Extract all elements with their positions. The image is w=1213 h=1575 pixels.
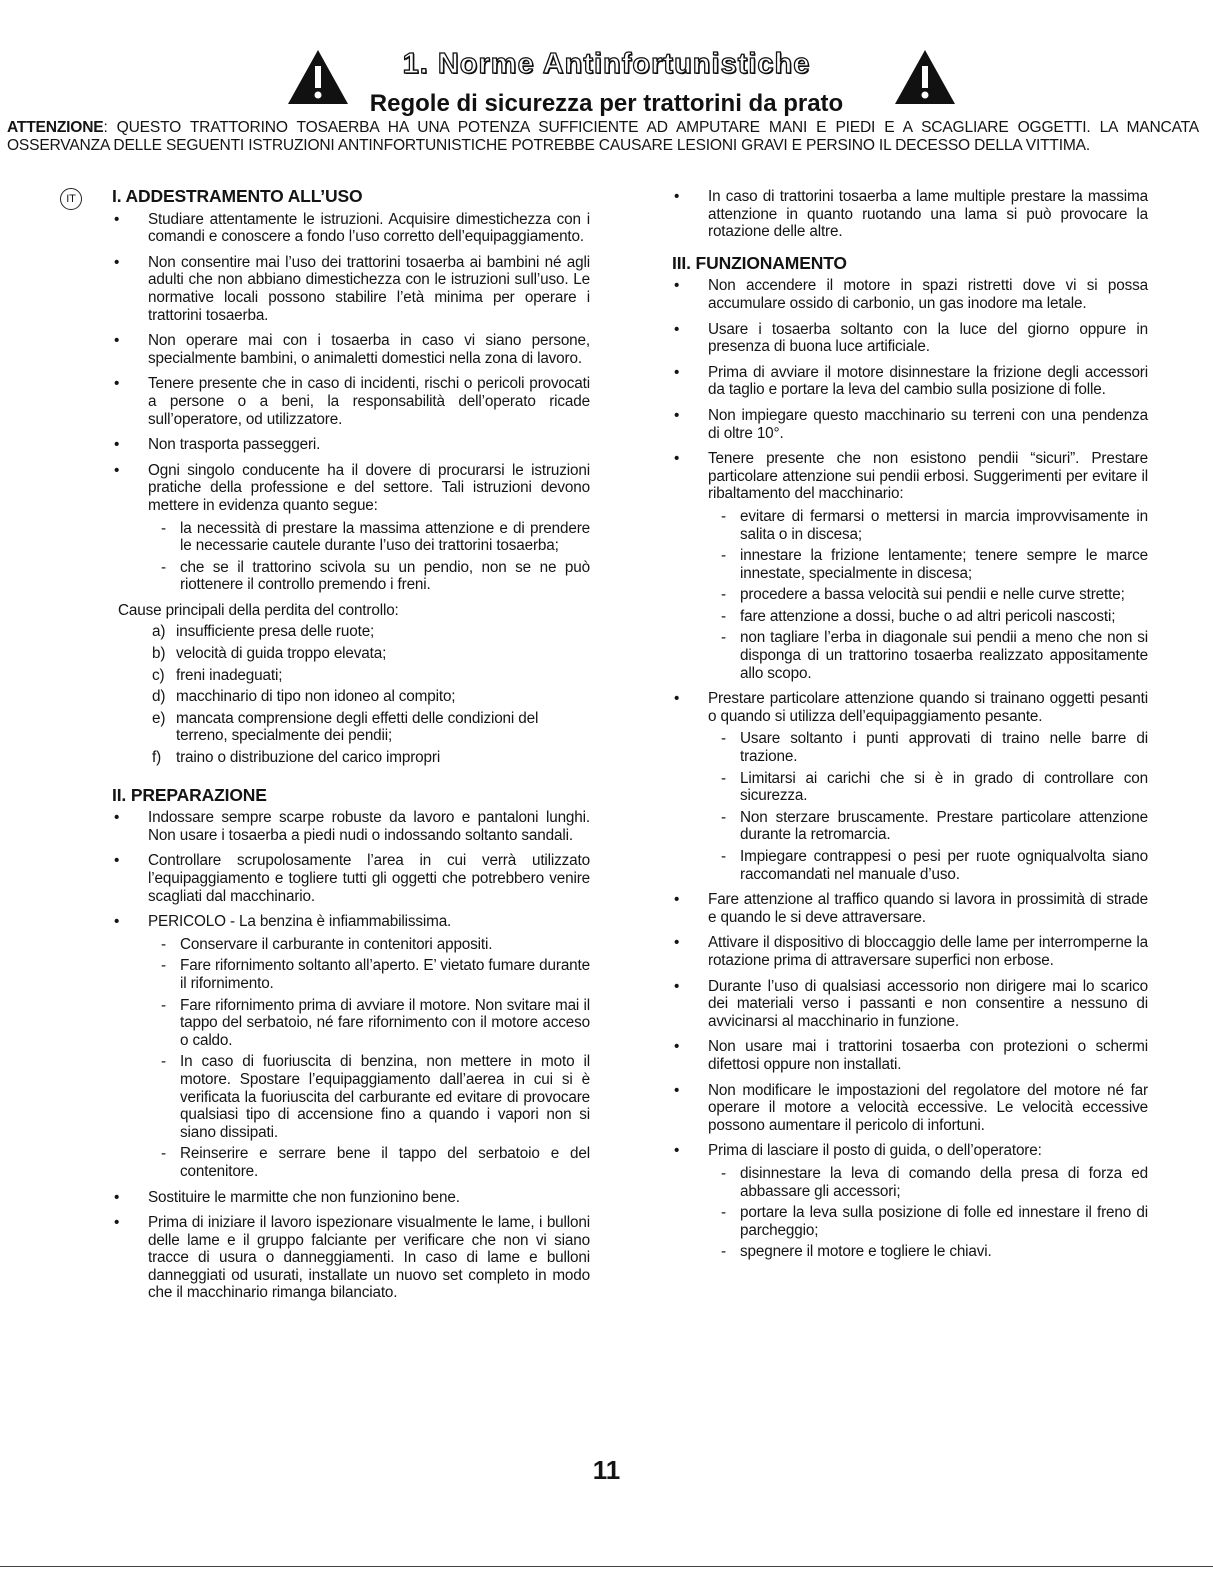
preparation-list-continued — [672, 188, 1148, 241]
list-item — [112, 462, 590, 594]
sub-list-item: - Non sterzare bruscamente. Prestare particolare attenzione durante la retromarcia. — [708, 809, 1148, 844]
list-item: • Fare attenzione al traffico quando si lavora in prossimità di strade e quando le si deve attraversare. — [672, 891, 1148, 926]
sub-list-item: - Limitarsi ai carichi che si è in grado di controllare con sicurezza. — [708, 770, 1148, 805]
page-title: 1. Norme Antinfortunistiche — [402, 48, 811, 80]
list-item — [672, 450, 1148, 682]
list-item: • Prima di avviare il motore disinnestare la frizione degli accessori da taglio e portare la leva del cambio sulla posizione di folle. — [672, 364, 1148, 399]
sub-list-item: - non tagliare l’erba in diagonale sui pendii a meno che non si disponga di un trattorino tosaerba realizzato appositamente allo scopo. — [708, 629, 1148, 682]
list-item: • Non impiegare questo macchinario su terreni con una pendenza di oltre 10°. — [672, 407, 1148, 442]
slope-tips-list — [708, 508, 1148, 682]
cause-item — [112, 667, 590, 685]
list-item: • In caso di trattorini tosaerba a lame multiple prestare la massima attenzione in quanto ruotando una lama si può provocare la rotazione delle altre. — [672, 188, 1148, 241]
list-item: • Durante l’uso di qualsiasi accessorio non dirigere mai lo scarico dei materiali verso i passanti e non consentire a nessuno di avvicinarsi al macchinario in funzione. — [672, 978, 1148, 1031]
list-item: • Non consentire mai l’uso dei trattorini tosaerba ai bambini né agli adulti che non abbiano dimestichezza con le istruzioni sull’uso. Le normative locali possono stabilire l’età minima per operare i trattorini tosaerba. — [112, 254, 590, 324]
cause-letter: d) — [152, 688, 166, 706]
cause-letter: a) — [152, 623, 166, 641]
fuel-sublist — [148, 936, 590, 1181]
list-item: • Usare i tosaerba soltanto con la luce del giorno oppure in presenza di buona luce artificiale. — [672, 321, 1148, 356]
section-heading-operation: III. FUNZIONAMENTO — [672, 252, 847, 273]
warning-triangle-icon-right — [893, 48, 957, 106]
training-list — [112, 211, 590, 594]
section-heading-training-text: I. ADDESTRAMENTO ALL’USO — [112, 186, 363, 206]
list-item: • Studiare attentamente le istruzioni. Acquisire dimestichezza con i comandi e conoscere a fondo l’uso corretto dell’equipaggiamento. — [112, 211, 590, 246]
language-badge-it: IT — [60, 188, 82, 210]
preparation-list — [112, 809, 590, 1302]
sub-list-item: - Conservare il carburante in contenitori appositi. — [148, 936, 590, 954]
sub-list-item: - fare attenzione a dossi, buche o ad altri pericoli nascosti; — [708, 608, 1148, 626]
list-item-text: Prestare particolare attenzione quando si trainano oggetti pesanti o quando si utilizza dell’equipaggiamento pesante. — [708, 690, 1148, 725]
warning-text: : QUESTO TRATTORINO TOSAERBA HA UNA POTENZA SUFFICIENTE AD AMPUTARE MANI E PIEDI E A SCAGLIARE OGGETTI. LA MANCATA OSSERVANZA DELLE SEGUENTI ISTRUZIONI ANTINFORTUNISTICHE POTREBBE CAUSARE LESIONI GRAVI E PERSINO IL DECESSO DELLA VITTIMA. — [7, 119, 1199, 154]
causes-intro: Cause principali della perdita del controllo: — [118, 601, 399, 619]
list-item: • Attivare il dispositivo di bloccaggio delle lame per interromperne la rotazione prima di attraversare superfici non erbose. — [672, 934, 1148, 969]
list-item: • Prima di iniziare il lavoro ispezionare visualmente le lame, i bulloni delle lame e il gruppo falciante per verificare che non vi siano tracce di usura o danneggiamenti. In caso di lame e bulloni danneggiati od usurati, installate un nuovo set completo in modo che il macchinario rimanga bilanciato. — [112, 1214, 590, 1302]
list-item: • Non trasporta passeggeri. — [112, 436, 590, 454]
sub-list-item: - che se il trattorino scivola su un pendio, non se ne può riottenere il controllo premendo i freni. — [148, 559, 590, 594]
list-item: • Non operare mai con i tosaerba in caso vi siano persone, specialmente bambini, o animaletti domestici nella zona di lavoro. — [112, 332, 590, 367]
section-heading-training — [66, 186, 590, 206]
list-item — [672, 1142, 1148, 1261]
sub-list-item: - evitare di fermarsi o mettersi in marcia improvvisamente in salita o in discesa; — [708, 508, 1148, 543]
cause-item — [112, 710, 590, 745]
page-number: 11 — [592, 1455, 621, 1485]
causes-list — [112, 623, 590, 766]
sub-list-item: - disinnestare la leva di comando della presa di forza ed abbassare gli accessori; — [708, 1165, 1148, 1200]
towing-tips-list — [708, 730, 1148, 883]
section-heading-preparation: II. PREPARAZIONE — [112, 784, 267, 805]
sub-list-item: - la necessità di prestare la massima attenzione e di prendere le necessarie cautele durante l’uso dei trattorini tosaerba; — [148, 520, 590, 555]
sub-list-item: - Usare soltanto i punti approvati di traino nelle barre di trazione. — [708, 730, 1148, 765]
list-item-text: Prima di lasciare il posto di guida, o dell’operatore: — [708, 1142, 1042, 1160]
cause-letter: c) — [152, 666, 165, 684]
list-item-text: Ogni singolo conducente ha il dovere di procurarsi le istruzioni pratiche della professione e del settore. Tali istruzioni devono mettere in evidenza quanto segue: — [148, 461, 590, 514]
list-item: • Non usare mai i trattorini tosaerba con protezioni o schermi difettosi oppure non installati. — [672, 1038, 1148, 1073]
list-item: • Tenere presente che in caso di incidenti, rischi o pericoli provocati a persone o a beni, la responsabilità dell’operato ricade sull’operatore, od utilizzatore. — [112, 375, 590, 428]
cause-item — [112, 645, 590, 663]
list-item — [672, 690, 1148, 883]
right-column — [672, 188, 1148, 1269]
sub-list-item: - Impiegare contrappesi o pesi per ruote ogniqualvolta siano raccomandati nel manuale d’uso. — [708, 848, 1148, 883]
cause-text: traino o distribuzione del carico impropri — [176, 749, 441, 767]
list-item: • Controllare scrupolosamente l’area in cui verrà utilizzato l’equipaggiamento e togliere tutti gli oggetti che potrebbero venire scagliati dal macchinario. — [112, 852, 590, 905]
cause-letter: e) — [152, 709, 166, 727]
cause-text: macchinario di tipo non idoneo al compito; — [176, 688, 456, 706]
cause-text: mancata comprensione degli effetti delle condizioni del terreno, specialmente dei pendii; — [176, 709, 539, 745]
operation-list — [672, 277, 1148, 1261]
list-item: • Non accendere il motore in spazi ristretti dove vi si possa accumulare ossido di carbonio, un gas inodore ma letale. — [672, 277, 1148, 312]
bottom-rule — [0, 1566, 1213, 1567]
list-item: • Non modificare le impostazioni del regolatore del motore né far operare il motore a velocità eccessive. Le velocità eccessive possono aumentare il pericolo di infortuni. — [672, 1082, 1148, 1135]
sub-list-item: - Fare rifornimento prima di avviare il motore. Non svitare mai il tappo del serbatoio, né fare rifornimento con il motore acceso o caldo. — [148, 997, 590, 1050]
cause-item — [112, 688, 590, 706]
cause-text: insufficiente presa delle ruote; — [176, 623, 375, 641]
cause-item — [112, 749, 590, 767]
cause-item — [112, 623, 590, 641]
list-item: • Sostituire le marmitte che non funzionino bene. — [112, 1189, 590, 1207]
sub-list-item: - Reinserire e serrare bene il tappo del serbatoio e del contenitore. — [148, 1145, 590, 1180]
sub-list-item: - Fare rifornimento soltanto all’aperto. E’ vietato fumare durante il rifornimento. — [148, 957, 590, 992]
sub-list-item: - innestare la frizione lentamente; tenere sempre le marce innestate, specialmente in discesa; — [708, 547, 1148, 582]
sub-list-item: - portare la leva sulla posizione di folle ed innestare il freno di parcheggio; — [708, 1204, 1148, 1239]
list-item-text: PERICOLO - La benzina è infiammabilissima. — [148, 913, 452, 931]
cause-letter: b) — [152, 645, 166, 663]
list-item — [112, 913, 590, 1180]
list-item: • Indossare sempre scarpe robuste da lavoro e pantaloni lunghi. Non usare i tosaerba a piedi nudi o indossando soltanto sandali. — [112, 809, 590, 844]
sub-list-item: - In caso di fuoriuscita di benzina, non mettere in moto il motore. Spostare l’equipaggiamento dall’aerea in cui si è verificata la fuoriuscita del carburante ed evitare di provocare qualsiasi tipo di accensione fino a quando i vapori non si siano dissipati. — [148, 1053, 590, 1141]
page-subtitle: Regole di sicurezza per trattorini da prato — [369, 90, 844, 117]
warning-label: ATTENZIONE — [7, 119, 104, 136]
left-column — [66, 186, 590, 1310]
sub-list-item: - procedere a bassa velocità sui pendii e nelle curve strette; — [708, 586, 1148, 604]
cause-text: velocità di guida troppo elevata; — [176, 645, 387, 663]
list-item-text: Tenere presente che non esistono pendii “sicuri”. Prestare particolare attenzione sui pendii erbosi. Suggerimenti per evitare il ribaltamento del macchinario: — [708, 450, 1148, 503]
training-sublist — [148, 520, 590, 594]
sub-list-item: - spegnere il motore e togliere le chiavi. — [708, 1243, 1148, 1261]
cause-letter: f) — [152, 749, 162, 767]
safety-warning — [7, 119, 1199, 155]
leave-seat-steps-list — [708, 1165, 1148, 1261]
cause-text: freni inadeguati; — [176, 666, 283, 684]
